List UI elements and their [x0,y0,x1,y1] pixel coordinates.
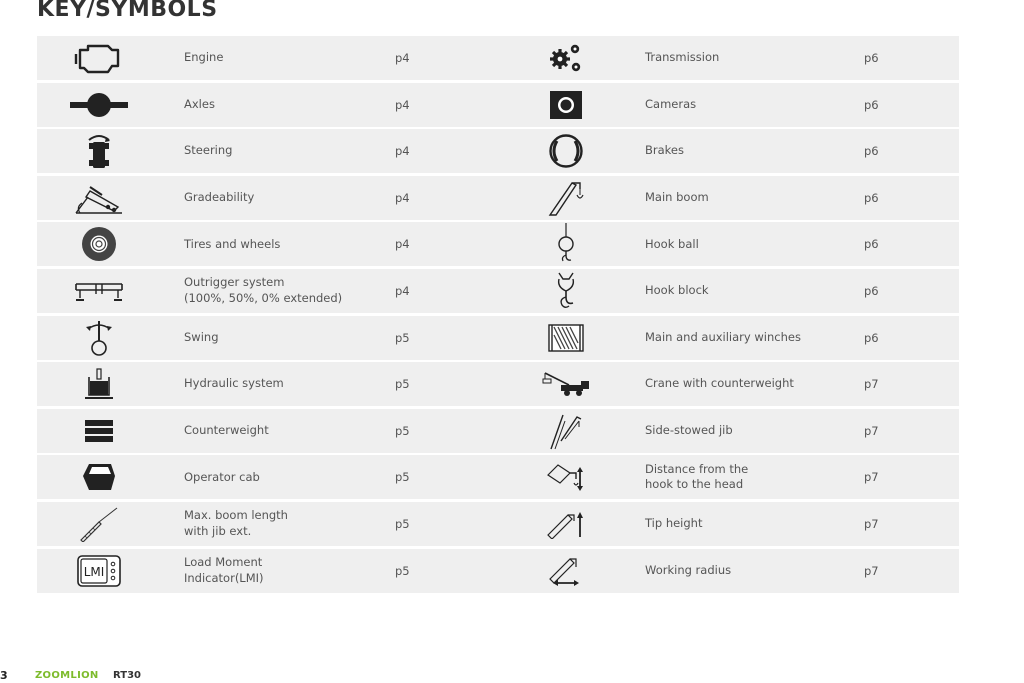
lmi-icon [67,549,131,593]
symbol-label: Cameras [645,96,697,111]
crane-counterweight-icon [534,362,598,406]
model-name: RT30 [113,670,141,681]
page-reference: p5 [395,330,410,345]
symbol-label: Side-stowed jib [645,423,733,437]
symbol-label: Gradeability [184,190,255,205]
hydraulic-icon [67,362,131,406]
table-row [37,409,959,453]
symbol-label: Axles [184,96,215,111]
table-row [37,129,959,173]
tires-wheels-icon [67,222,131,266]
symbol-label: Tip height [645,516,703,531]
page-title: KEY/SYMBOLS [37,0,218,22]
page-reference: p6 [864,51,879,65]
brand-logo: ZOOMLION [35,670,99,681]
page-reference: p5 [395,377,410,392]
page-reference: p7 [864,516,879,531]
symbol-label: Main boom [645,190,709,205]
page-number: 3 [0,669,8,682]
symbol-label: Distance from the hook to the head [645,461,749,492]
symbol-label: Hook ball [645,236,699,251]
page-reference: p7 [864,423,879,438]
page-reference: p4 [395,283,410,298]
symbol-label: Engine [184,50,224,65]
lmi-icon-label: LMI [83,564,105,579]
symbol-label: Outrigger system (100%, 50%, 0% extended) [184,275,343,305]
table-row [37,269,959,313]
side-stowed-jib-icon [534,409,598,453]
page-reference: p5 [395,516,410,531]
symbol-label: Load Moment Indicator(LMI) [184,555,264,585]
table-row [37,502,959,546]
page-reference: p6 [864,190,879,205]
page-reference: p5 [395,470,410,485]
page-reference: p4 [395,144,410,159]
table-row [37,36,959,80]
symbol-label: Swing [184,329,219,344]
swing-icon [67,316,131,360]
hook-block-icon [534,269,598,313]
page-reference: p7 [864,563,879,578]
table-row [37,83,959,127]
main-boom-icon [534,176,598,220]
page-reference: p4 [395,237,410,252]
symbol-label: Max. boom length with jib ext. [184,508,288,538]
symbol-label: Steering [184,143,233,158]
symbol-label: Working radius [645,562,732,577]
page-reference: p6 [864,237,879,252]
hook-ball-icon [534,222,598,266]
transmission-icon [534,36,598,80]
axles-icon [67,83,131,127]
page-reference: p6 [864,97,879,112]
symbol-label: Tires and wheels [184,236,281,251]
symbol-label: Transmission [645,50,720,65]
outrigger-icon [67,269,131,313]
page-reference: p7 [864,377,879,392]
counterweight-icon [67,409,131,453]
page-reference: p6 [864,330,879,345]
table-row [37,549,959,593]
winches-icon [534,316,598,360]
boom-jib-length-icon [67,502,131,546]
hook-head-distance-icon [534,455,598,499]
page-reference: p6 [864,144,879,159]
tip-height-icon [534,502,598,546]
working-radius-icon [534,549,598,593]
symbol-label: Counterweight [184,423,269,437]
cameras-icon [534,83,598,127]
table-row [37,316,959,360]
page-reference: p4 [395,51,410,65]
symbol-label: Crane with counterweight [645,376,794,391]
symbol-label: Hook block [645,283,709,298]
table-row [37,222,959,266]
page-reference: p7 [864,470,879,485]
page-reference: p4 [395,97,410,112]
gradeability-icon [67,176,131,220]
symbols-table [37,36,959,595]
symbol-label: Main and auxiliary winches [645,329,801,344]
table-row [37,362,959,406]
table-row [37,176,959,220]
engine-icon [67,36,131,80]
symbol-label: Hydraulic system [184,376,284,391]
table-row [37,455,959,499]
operator-cab-icon [67,455,131,499]
symbol-label: Operator cab [184,469,260,484]
symbol-label: Brakes [645,143,684,158]
page-reference: p5 [395,563,410,578]
page-reference: p4 [395,190,410,205]
steering-icon [67,129,131,173]
page-reference: p6 [864,283,879,298]
page-reference: p5 [395,423,410,438]
brakes-icon [534,129,598,173]
